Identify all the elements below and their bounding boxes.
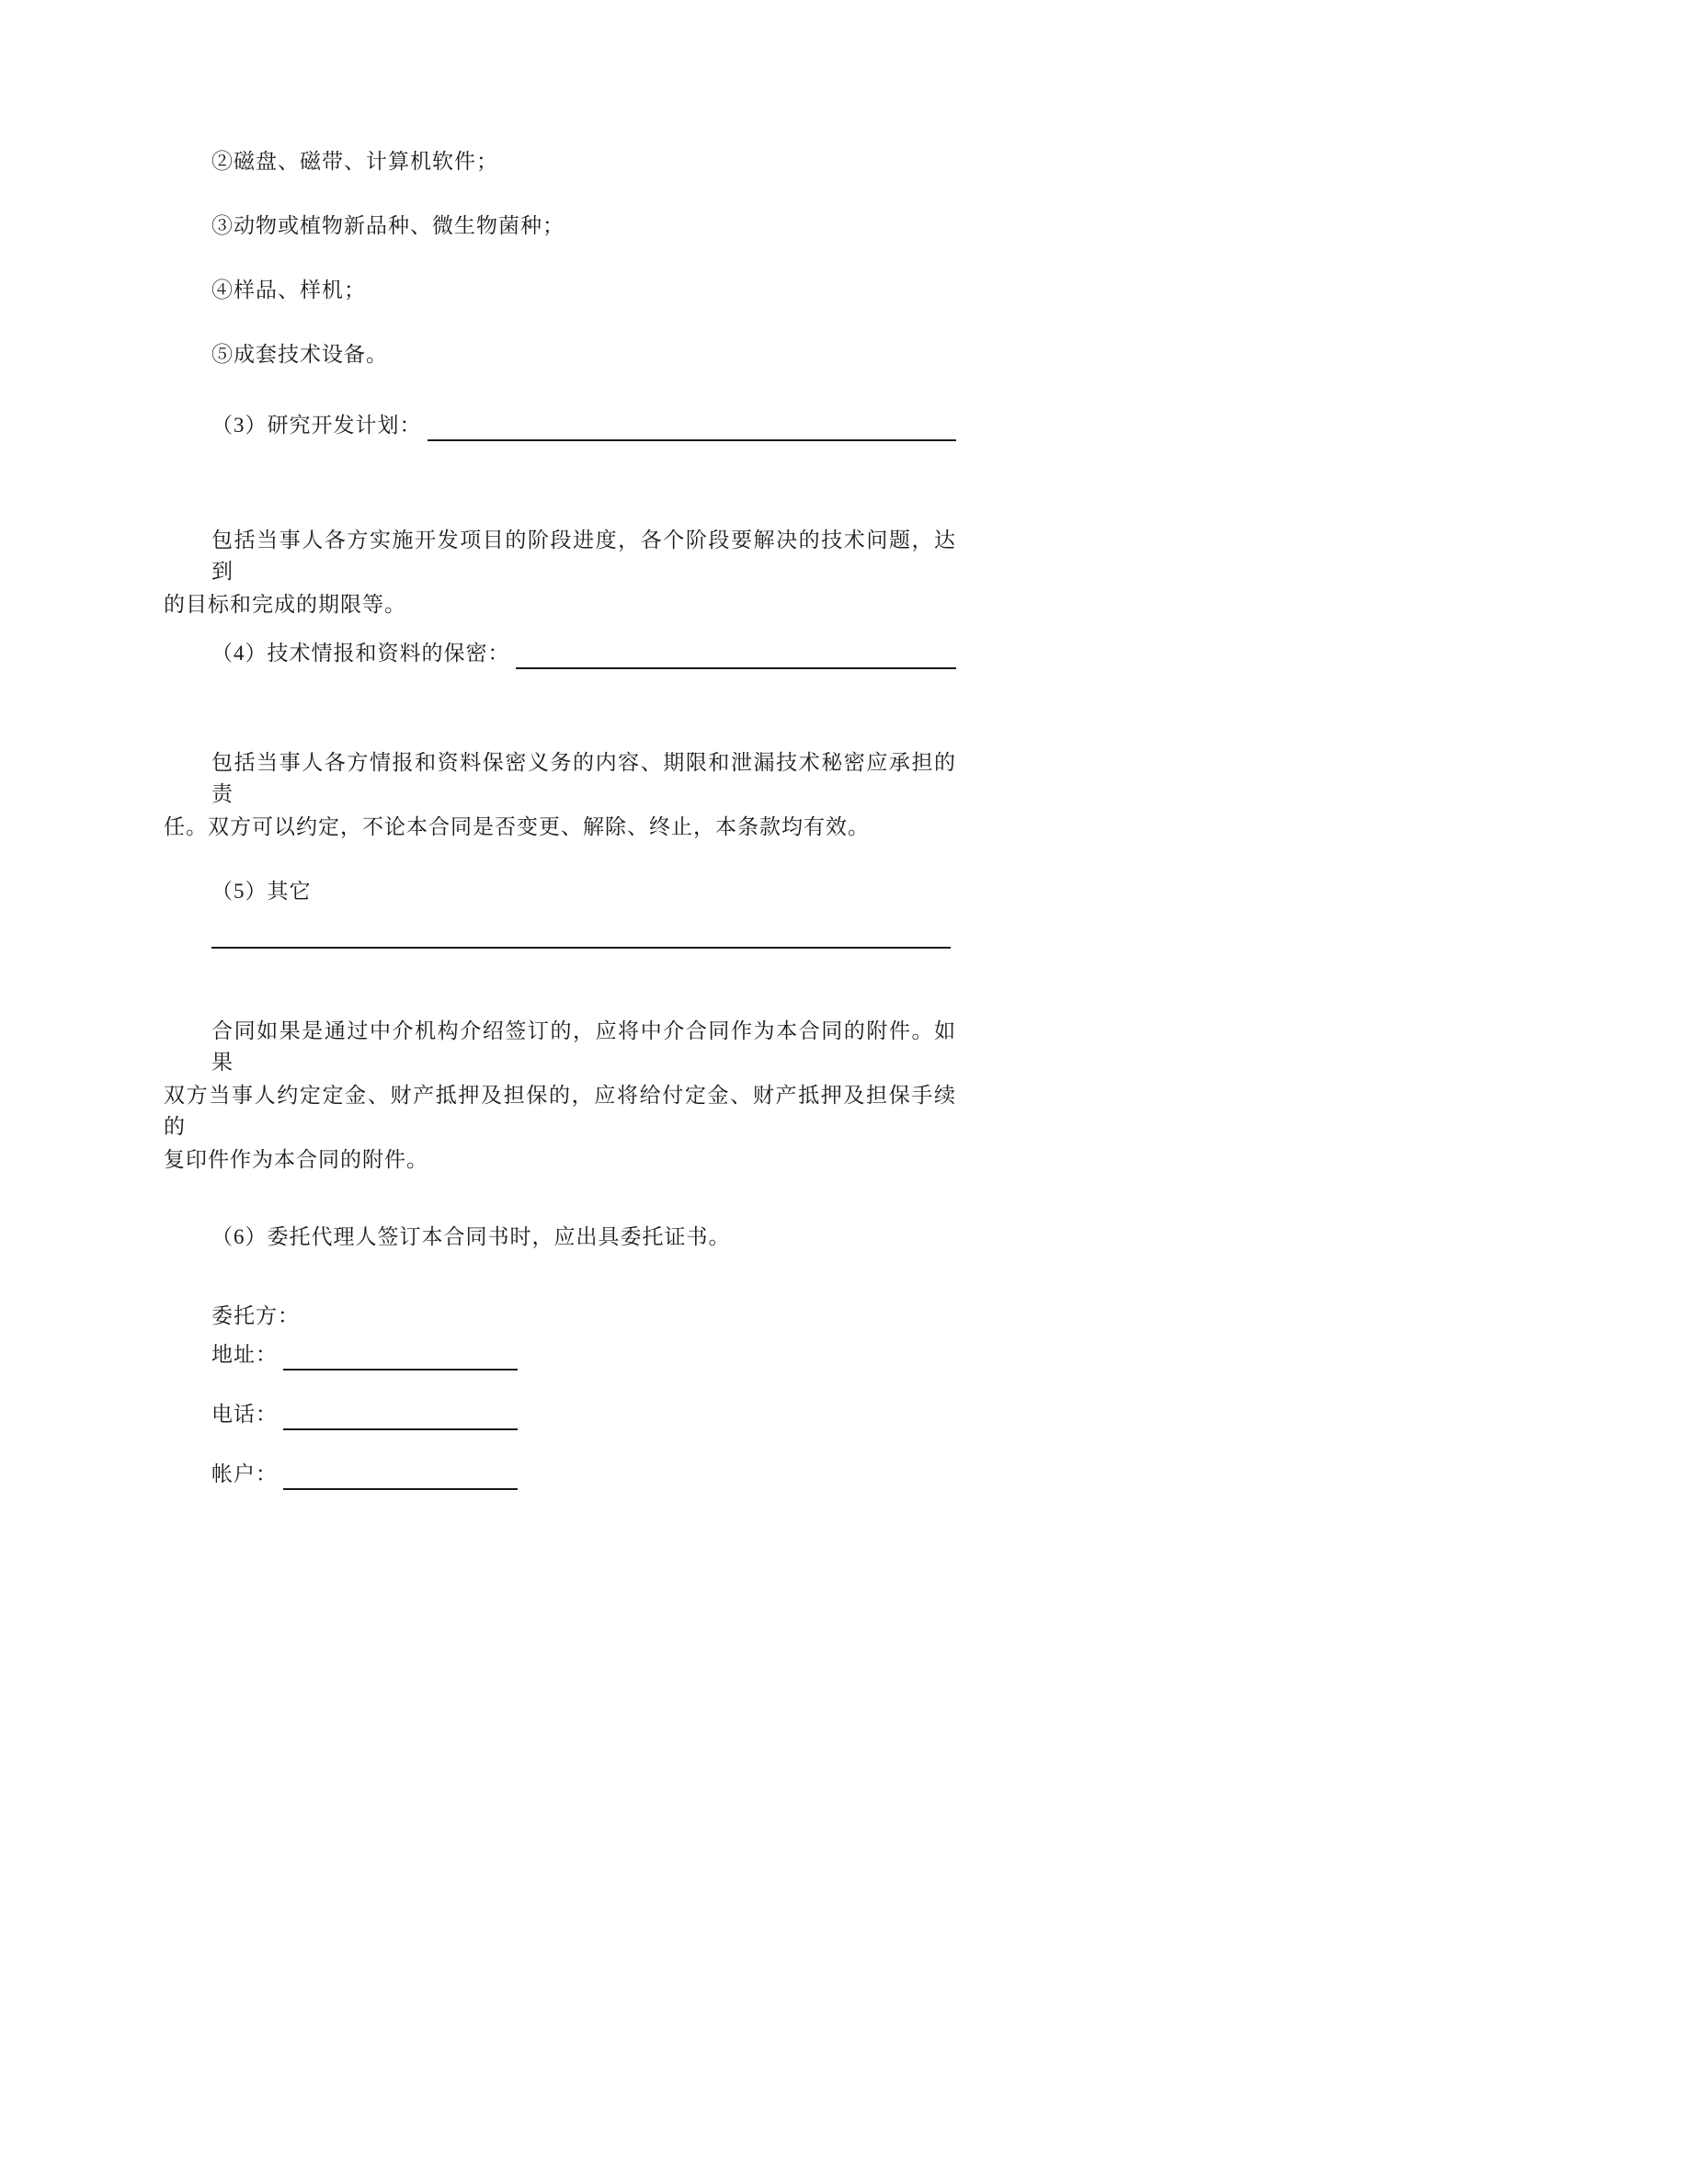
paragraph-line: 的目标和完成的期限等。 — [164, 593, 406, 616]
list-item-disk: ②磁盘、磁带、计算机软件； — [211, 150, 498, 173]
field-phone-label: 电话： — [211, 1403, 278, 1426]
paragraph-line: 任。双方可以约定，不论本合同是否变更、解除、终止，本条款均有效。 — [164, 815, 870, 838]
document-content — [164, 0, 956, 2184]
section-4-label: （4）技术情报和资料的保密： — [211, 642, 510, 665]
paragraph-line: 合同如果是通过中介机构介绍签订的，应将中介合同作为本合同的附件。如果 — [211, 1019, 956, 1074]
field-phone-blank-line — [283, 1401, 518, 1430]
field-account — [164, 1459, 956, 1490]
field-account-label: 帐户： — [211, 1462, 278, 1485]
list-item-species: ③动物或植物新品种、微生物菌种； — [211, 214, 565, 237]
field-address — [164, 1339, 956, 1371]
section-4-blank-line — [516, 638, 957, 669]
section-3-label: （3）研究开发计划： — [211, 414, 422, 437]
party-title: 委托方： — [211, 1304, 300, 1327]
list-item-sample: ④样品、样机； — [211, 279, 366, 301]
paragraph-line: 包括当事人各方情报和资料保密义务的内容、期限和泄漏技术秘密应承担的责 — [211, 751, 956, 805]
section-6-heading: （6）委托代理人签订本合同书时，应出具委托证书。 — [211, 1225, 731, 1248]
section-4-heading — [164, 638, 956, 669]
paragraph-line: 双方当事人约定定金、财产抵押及担保的，应将给付定金、财产抵押及担保手续的 — [164, 1084, 956, 1138]
paragraph-line: 复印件作为本合同的附件。 — [164, 1148, 428, 1171]
list-item-equipment: ⑤成套技术设备。 — [211, 343, 388, 366]
field-address-blank-line — [283, 1341, 518, 1371]
field-phone — [164, 1399, 956, 1430]
section-3-heading — [164, 410, 956, 441]
section-5-heading: （5）其它 — [211, 880, 312, 903]
paragraph-line: 包括当事人各方实施开发项目的阶段进度，各个阶段要解决的技术问题，达到 — [211, 529, 956, 583]
section-3-blank-line — [428, 410, 957, 441]
field-account-blank-line — [283, 1461, 518, 1490]
section-5-blank-line — [211, 919, 951, 949]
field-address-label: 地址： — [211, 1343, 278, 1366]
